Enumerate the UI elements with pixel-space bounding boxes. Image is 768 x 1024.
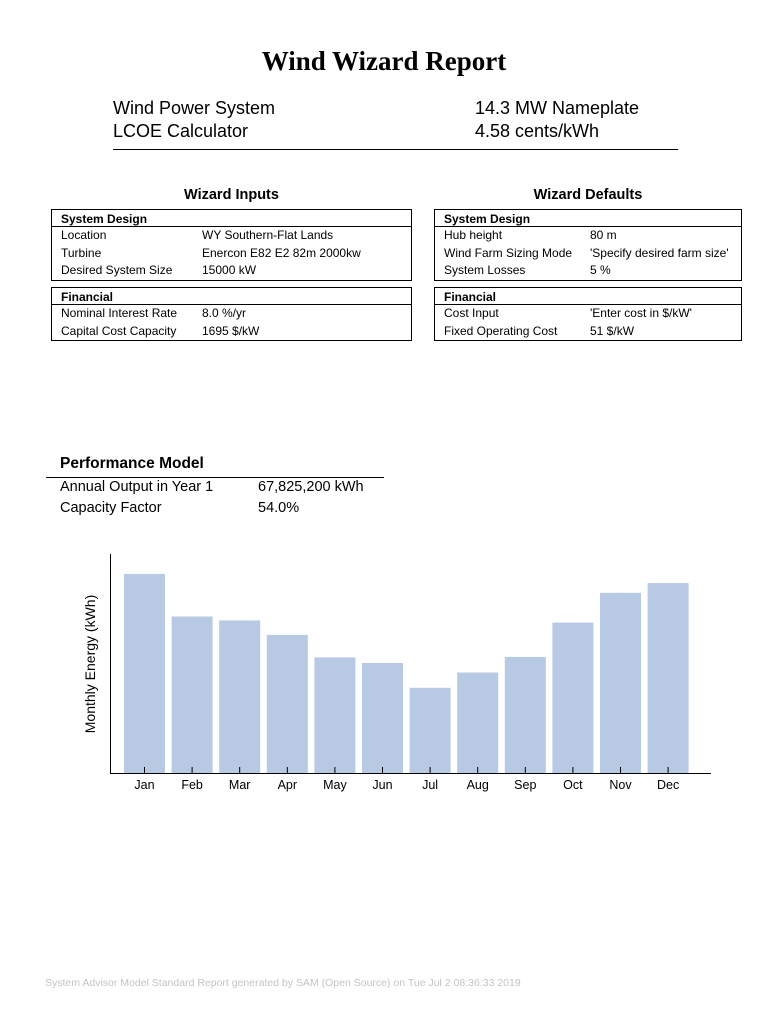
monthly-energy-chart	[0, 540, 768, 810]
x-tick-label: Feb	[181, 778, 203, 792]
y-axis-label: Monthly Energy (kWh)	[82, 594, 98, 734]
bar-jun	[362, 663, 403, 773]
table-header: System Design	[435, 210, 741, 227]
x-tick-label: Mar	[228, 778, 251, 792]
x-tick-label: Nov	[609, 778, 632, 792]
row-label: Wind Farm Sizing Mode	[444, 245, 573, 260]
x-tick-label: Jul	[422, 778, 439, 792]
row-label: Capital Cost Capacity	[61, 323, 177, 338]
table-row	[435, 262, 741, 280]
row-value: Enercon E82 E2 82m 2000kw	[202, 245, 361, 260]
annual-output-label: Annual Output in Year 1	[60, 479, 214, 495]
row-label: Location	[61, 228, 107, 242]
row-value: 1695 $/kW	[202, 323, 260, 338]
x-tick-label: Jun	[372, 778, 393, 792]
table-header: Financial	[435, 288, 741, 305]
row-value: WY Southern-Flat Lands	[202, 228, 334, 242]
report-title: Wind Wizard Report	[261, 46, 507, 76]
table-header: Financial	[52, 288, 411, 305]
row-value: 80 m	[590, 228, 617, 242]
capacity-factor-value: 54.0%	[258, 500, 300, 516]
bar-oct	[552, 623, 593, 773]
performance-divider	[46, 477, 384, 478]
row-label: Nominal Interest Rate	[61, 306, 178, 320]
nameplate-capacity: 14.3 MW Nameplate	[475, 98, 640, 118]
bar-aug	[457, 673, 498, 774]
row-value: 5 %	[590, 263, 611, 277]
inputs-financial-table	[51, 287, 412, 341]
bar-apr	[267, 635, 308, 773]
table-row	[435, 245, 741, 263]
wizard-inputs-heading: Wizard Inputs	[184, 187, 279, 203]
table-row	[435, 323, 741, 341]
bar-sep	[505, 657, 546, 773]
x-tick-label: Apr	[277, 778, 298, 792]
row-label: System Losses	[444, 263, 526, 277]
summary-divider	[113, 149, 678, 150]
bar-jul	[410, 688, 451, 773]
defaults-financial-table	[434, 287, 742, 341]
row-label: Fixed Operating Cost	[444, 323, 558, 338]
row-label: Turbine	[61, 245, 102, 260]
wizard-defaults-heading: Wizard Defaults	[533, 187, 643, 203]
row-label: Cost Input	[444, 306, 499, 320]
x-tick-label: Dec	[656, 778, 680, 792]
row-value: 51 $/kW	[590, 323, 635, 338]
system-type: Wind Power System	[113, 98, 276, 118]
table-row	[52, 305, 411, 323]
table-row	[52, 262, 411, 280]
x-tick-label: Oct	[563, 778, 583, 792]
table-row	[52, 245, 411, 263]
row-value: 8.0 %/yr	[202, 306, 247, 320]
row-label: Hub height	[444, 228, 503, 242]
bar-jan	[124, 574, 165, 773]
table-row	[435, 227, 741, 245]
bar-nov	[600, 593, 641, 773]
row-label: Desired System Size	[61, 263, 173, 277]
capacity-factor-label: Capacity Factor	[60, 500, 162, 516]
performance-model-heading: Performance Model	[60, 455, 204, 472]
x-tick-label: Sep	[514, 778, 537, 792]
bar-may	[314, 657, 355, 773]
inputs-system-design-table	[51, 209, 412, 281]
x-tick-label: May	[323, 778, 347, 792]
bar-mar	[219, 620, 260, 773]
table-row	[435, 305, 741, 323]
x-tick-label: Aug	[466, 778, 489, 792]
annual-output-value: 67,825,200 kWh	[258, 479, 364, 495]
lcoe-value: 4.58 cents/kWh	[475, 121, 600, 141]
calculator-type: LCOE Calculator	[113, 121, 249, 141]
x-tick-label: Jan	[134, 778, 155, 792]
defaults-system-design-table	[434, 209, 742, 281]
bar-dec	[648, 583, 689, 773]
row-value: 15000 kW	[202, 263, 257, 277]
row-value: 'Specify desired farm size'	[590, 245, 729, 260]
table-row	[52, 323, 411, 341]
bar-feb	[172, 617, 213, 774]
row-value: 'Enter cost in $/kW'	[590, 306, 692, 320]
table-row	[52, 227, 411, 245]
table-header: System Design	[52, 210, 411, 227]
report-footer: System Advisor Model Standard Report generated by SAM (Open Source) on Tue Jul 2 08:36:33 2019	[45, 977, 521, 989]
